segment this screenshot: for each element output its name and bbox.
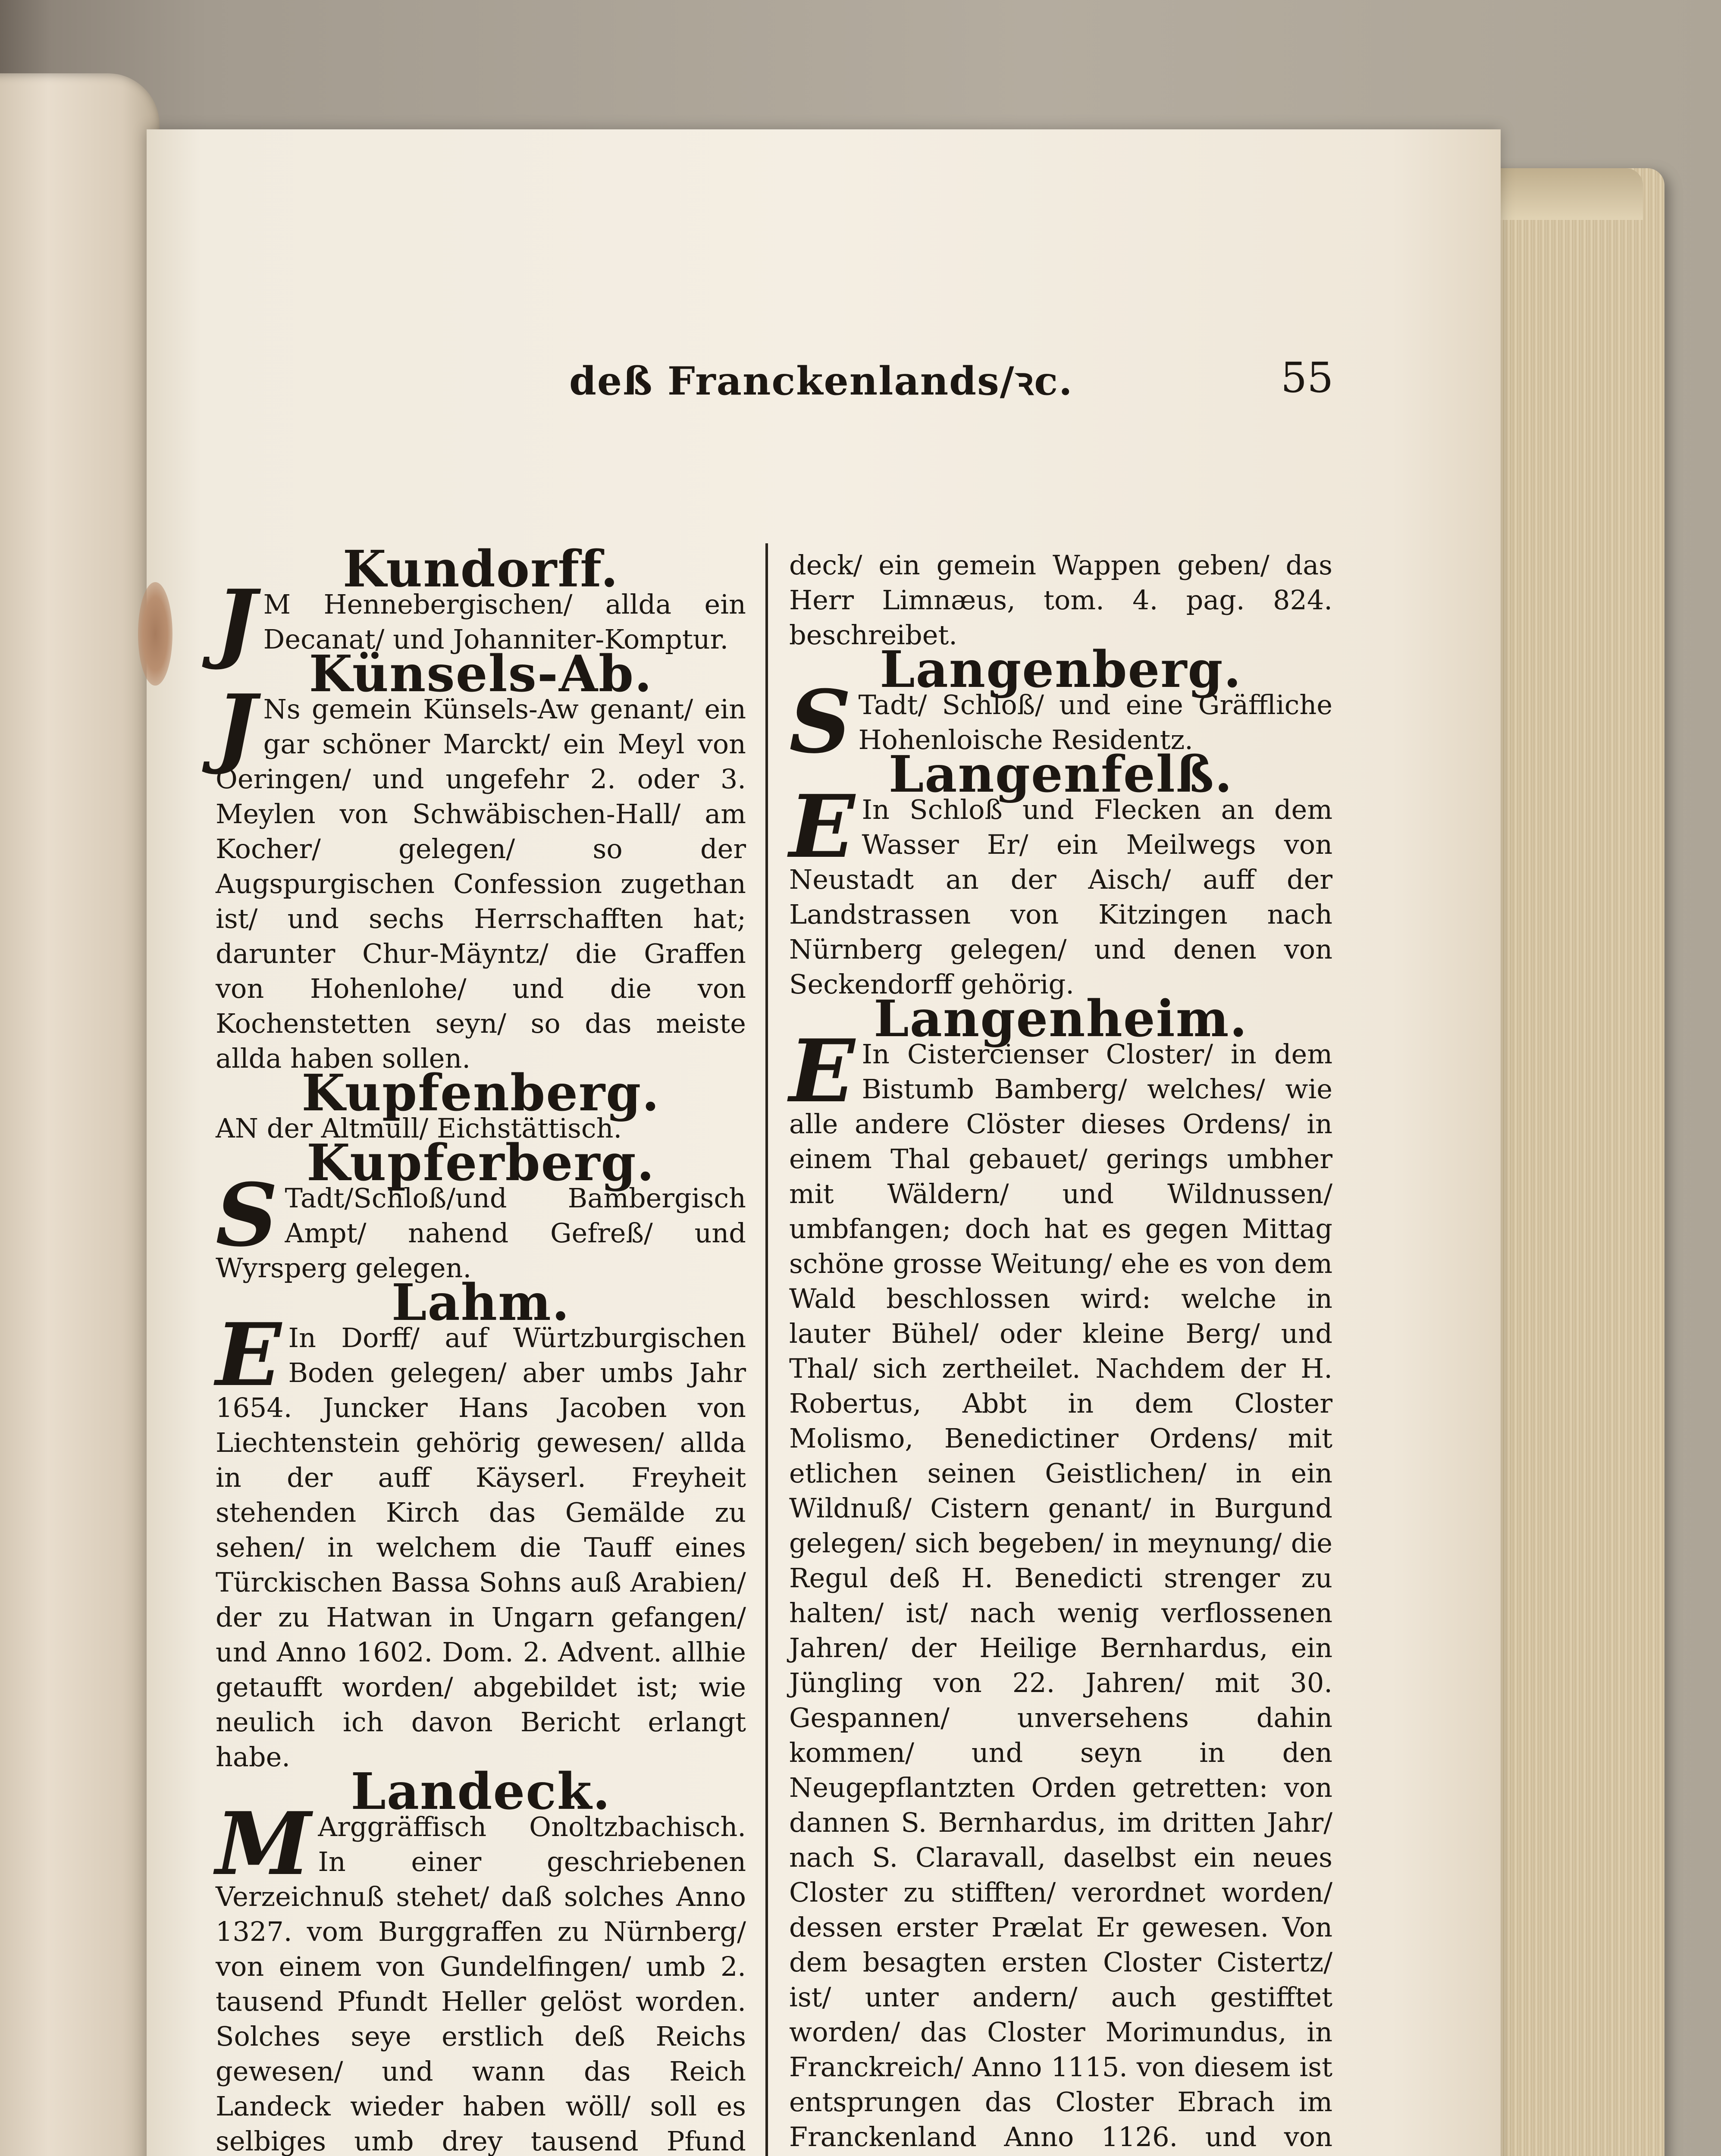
section-heading: Lahm. bbox=[391, 1273, 571, 1332]
section-heading: Langenberg. bbox=[880, 640, 1242, 699]
drop-cap: J bbox=[216, 571, 257, 672]
facing-page-edge bbox=[0, 73, 160, 2156]
drop-cap: M bbox=[216, 1793, 311, 1895]
drop-cap: J bbox=[216, 676, 257, 777]
paragraph: AN der Altmüll/ Eichstättisch. bbox=[216, 1112, 622, 1144]
section-text bbox=[216, 1793, 746, 2156]
section-text bbox=[216, 1304, 746, 1774]
section-heading: Langenheim. bbox=[874, 990, 1248, 1048]
running-title: deß Franckenlands/ꝛc. bbox=[569, 358, 1073, 404]
book-page-edges bbox=[1483, 168, 1665, 2156]
paragraph: Ns gemein Künsels-Aw genant/ ein gar schöner Marckt/ ein Meyl von Oeringen/ und ungefehr 2. oder 3. Meylen von Schwäbischen-Hall/ am Kocher/ gelegen/ so der Augspurgischen Confession zugethan ist/ und sechs Herrschafften hat; darunter Chur-Mäyntz/ die Graffen von Hohenlohe/ und die von Kochenstetten seyn/ so das meiste allda haben sollen. bbox=[216, 693, 746, 1074]
section-heading: Landeck. bbox=[351, 1762, 611, 1821]
paragraph: Arggräffisch Onoltzbachisch. In einer geschriebenen Verzeichnuß stehet/ daß solches Anno 1327. vom Burggraffen zu Nürnberg/ von einem von Gundelfingen/ umb 2. tausend Pfundt Heller gelöst worden. Solches seye erstlich deß Reichs gewesen/ und wann das Reich Landeck wieder haben wöll/ soll es selbiges umb drey tausend Pfund bbox=[216, 1811, 746, 2156]
drop-cap: E bbox=[789, 1021, 855, 1122]
drop-cap: S bbox=[789, 671, 852, 773]
paragraph: Tadt/ Schloß/ und eine Gräffliche Hohenloische Residentz. bbox=[858, 689, 1332, 755]
book-page bbox=[147, 129, 1501, 2156]
section-text bbox=[789, 1021, 1332, 2156]
drop-cap: E bbox=[216, 1304, 282, 1406]
section-heading: Kundorff. bbox=[342, 540, 619, 599]
paragraph: In Schloß und Flecken an dem Wasser Er/ ein Meilwegs von Neustadt an der Aisch/ auff der Landstrassen von Kitzingen nach Nürnberg gelegen/ und denen von Seckendorff gehörig. bbox=[789, 794, 1332, 1000]
paper-stain bbox=[138, 582, 172, 686]
page-number: 55 bbox=[1281, 354, 1334, 402]
section-text bbox=[216, 676, 746, 1076]
book-page-edges-top bbox=[1483, 168, 1643, 220]
section-heading: Langenfelß. bbox=[888, 745, 1233, 804]
section-text bbox=[789, 776, 1332, 1002]
continuation-text: deck/ ein gemein Wappen geben/ das Herr Limnæus, tom. 4. pag. 824. beschreibet. bbox=[789, 549, 1332, 651]
section-heading: Kupfenberg. bbox=[301, 1064, 660, 1122]
left-column bbox=[216, 540, 746, 2156]
right-column bbox=[789, 548, 1332, 2156]
section-heading: Künsels-Ab. bbox=[309, 645, 653, 703]
paragraph: In Cistercienser Closter/ in dem Bistumb Bamberg/ welches/ wie alle andere Clöster dieses Ordens/ in einem Thal gebauet/ gerings umbher mit Wäldern/ und Wildnussen/ umbfangen; doch hat es gegen Mittag schöne grosse Weitung/ ehe es von dem Wald beschlossen wird: welche in lauter Bühel/ oder kleine Berg/ und Thal/ sich zertheilet. Nachdem der H. Robertus, Abbt in dem Closter Molismo, Benedictiner Ordens/ mit etlichen seinen Geistlichen/ in ein Wildnuß/ Cistern genant/ in Burgund gelegen/ sich begeben/ in meynung/ die Regul deß H. Benedicti strenger zu halten/ ist/ nach wenig verflossenen Jahren/ der Heilige Bernhardus, ein Jüngling von 22. Jahren/ mit 30. Gespannen/ unversehens dahin kommen/ und seyn in den Neugepflantzten Orden getretten: von dannen S. Bernhardus, im dritten Jahr/ nach S. Claravall, daselbst ein neues Closter zu stifften/ verordnet worden/ dessen erster Prælat Er gewesen. Von dem besagten ersten Closter Cistertz/ ist/ unter andern/ auch gestifftet worden/ das Closter Morimundus, in Franckreich/ Anno 1115. von diesem ist entsprungen das Closter Ebrach im Franckenland Anno 1126. und von bbox=[789, 1038, 1332, 2153]
column-divider bbox=[765, 543, 768, 2156]
paragraph: M Hennebergischen/ allda ein Decanat/ und Johanniter-Komptur. bbox=[263, 589, 746, 655]
paragraph: Tadt/Schloß/und Bambergisch Ampt/ nahend Gefreß/ und Wyrsperg gelegen. bbox=[216, 1182, 746, 1284]
paragraph: In Dorff/ auf Würtzburgischen Boden gelegen/ aber umbs Jahr 1654. Juncker Hans Jacoben von Liechtenstein gehörig gewesen/ allda in der auff Käyserl. Freyheit stehenden Kirch das Gemälde zu sehen/ in welchem die Tauff eines Türckischen Bassa Sohns auß Arabien/ der zu Hatwan in Ungarn gefangen/ und Anno 1602. Dom. 2. Advent. allhie getaufft worden/ abgebildet ist; wie neulich ich davon Bericht erlangt habe. bbox=[216, 1322, 746, 1773]
drop-cap: E bbox=[789, 776, 855, 877]
section-heading: Kupferberg. bbox=[306, 1134, 655, 1192]
section-text bbox=[216, 1165, 746, 1285]
drop-cap: S bbox=[216, 1165, 278, 1266]
